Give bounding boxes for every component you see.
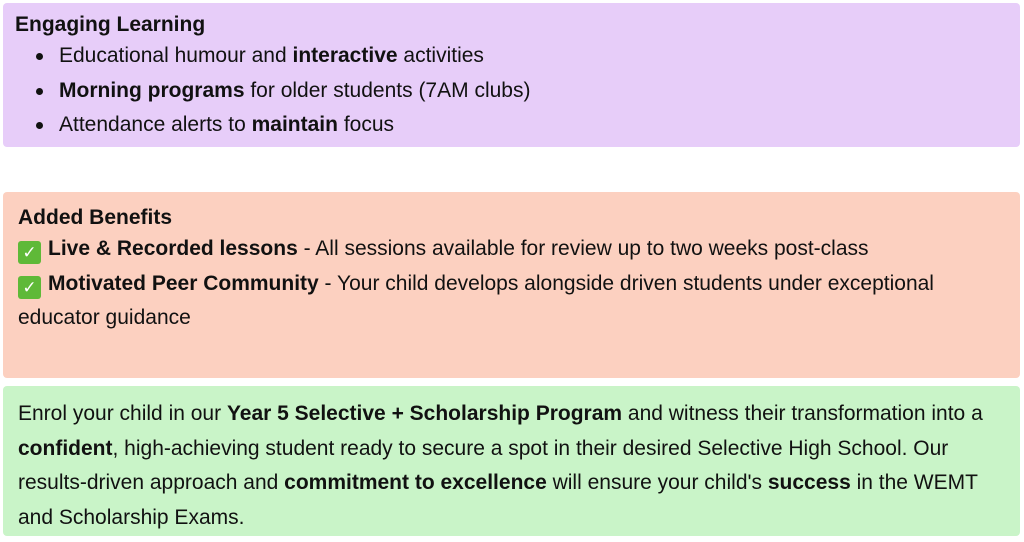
- list-item: Educational humour and interactive activities: [15, 39, 1020, 74]
- bullet-icon: [36, 88, 43, 95]
- bullet-icon: [36, 53, 43, 60]
- added-benefits-heading: Added Benefits: [18, 206, 173, 229]
- bullet-icon: [36, 122, 43, 129]
- check-mark-icon: ✓: [18, 276, 41, 299]
- list-item: Morning programs for older students (7AM clubs): [15, 74, 1020, 109]
- added-benefits-panel: [3, 192, 1020, 378]
- benefit-item: ✓ Motivated Peer Community - Your child develops alongside driven students under exceptional educator guidance: [18, 271, 934, 329]
- enrol-paragraph: Enrol your child in our Year 5 Selective + Scholarship Program and witness their transformation into a confident, high-achieving student ready to secure a spot in their desired Selective High School. Our results-driven approach and commitment to excellence will ensure your child's success in the WEMT and Scholarship Exams.: [18, 402, 983, 529]
- engaging-learning-list: [15, 39, 1020, 143]
- engaging-learning-panel: [3, 3, 1020, 147]
- engaging-learning-heading: Engaging Learning: [15, 13, 206, 36]
- enrol-panel: [3, 386, 1020, 536]
- list-item: Attendance alerts to maintain focus: [15, 108, 1020, 143]
- check-mark-icon: ✓: [18, 241, 41, 264]
- benefit-item: ✓ Live & Recorded lessons - All sessions available for review up to two weeks post-class: [18, 232, 1006, 267]
